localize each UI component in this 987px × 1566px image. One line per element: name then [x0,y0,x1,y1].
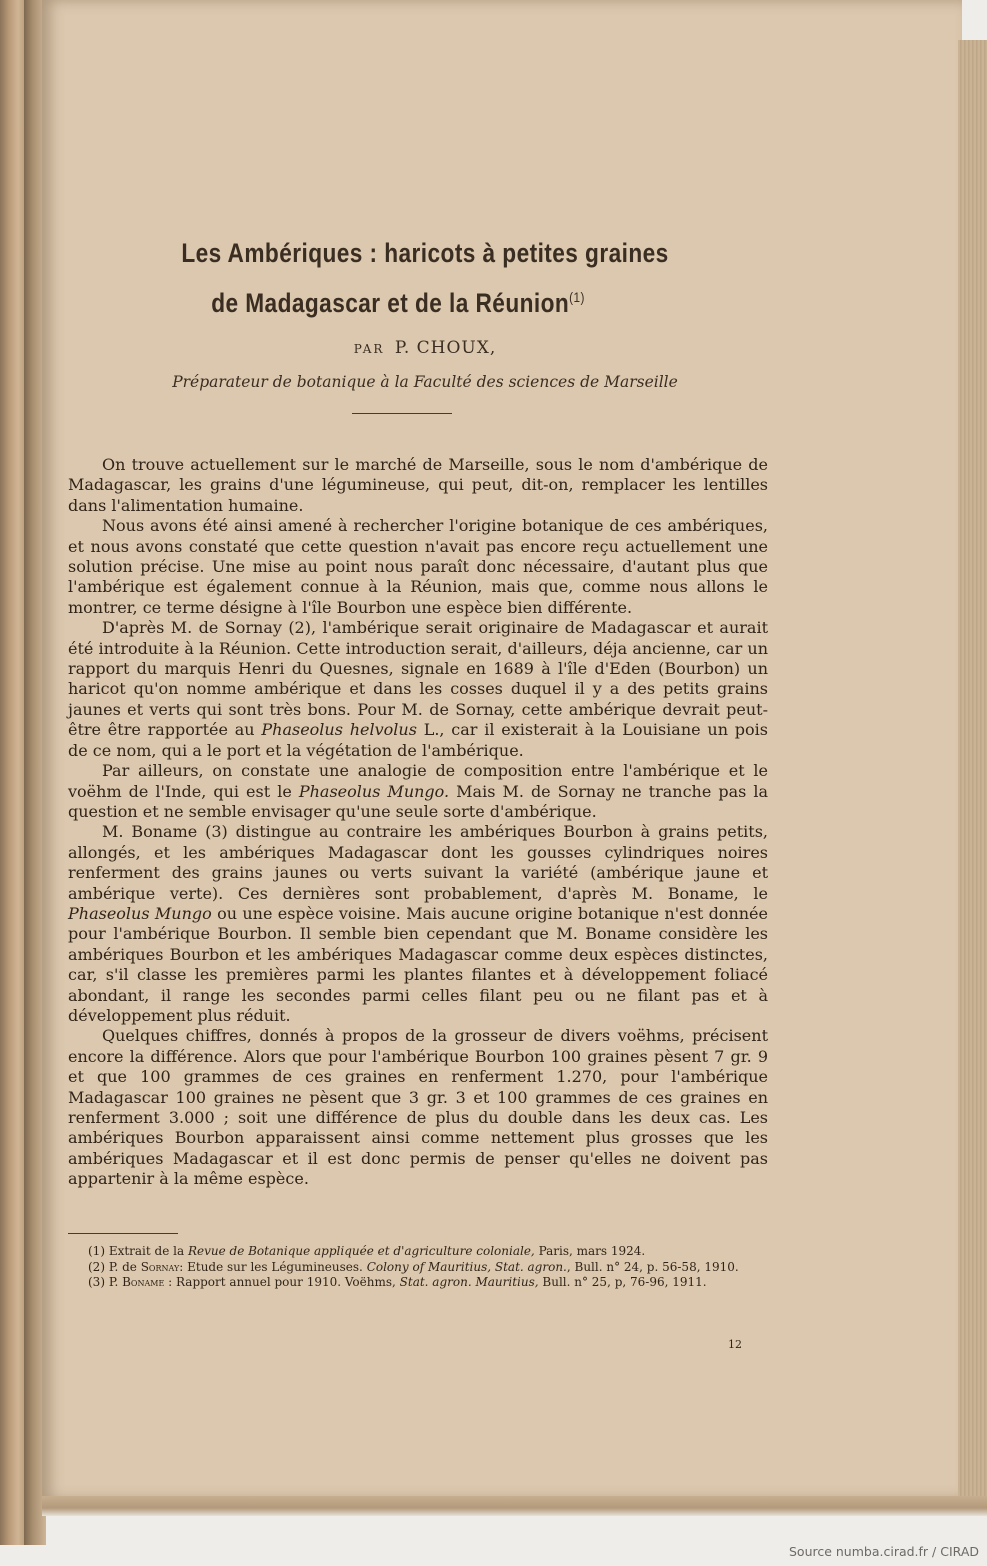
article-title-line-2 [96,288,701,319]
footnote-divider [68,1233,178,1234]
source-credit: Source numba.cirad.fr / CIRAD [788,1544,979,1559]
footnote-3 [68,1275,768,1291]
species-name: Phaseolus Mungo [68,903,212,923]
book-bottom-edge [42,1496,987,1516]
footnote-2-text-b: , Bull. n° 24, p. 56-58, 1910. [566,1259,739,1274]
footnote-3-journal: Stat. agron. Mauritius, [399,1275,539,1289]
author-affiliation: Préparateur de botanique à la Faculté des sciences de Marseille [172,373,678,391]
footnote-2 [68,1260,768,1276]
footnote-1-text-b: Paris, mars 1924. [538,1244,646,1258]
book-left-edge [0,0,26,1545]
species-name: Phaseolus helvolus [261,720,417,740]
paragraph-5-text-a: M. Boname (3) distingue au contraire les ambériques Bourbon à grains petits, allongés, et les ambériques Madagascar dont les gousses cylindriques noires renferment des grains jaunes ou verts suivant la variété (ambérique jaune et ambérique verte). Ces dernières sont probablement, d'après M. Boname, le [68,822,768,903]
title-footnote-ref: (1) [569,289,585,305]
footnote-3-author: Boname [122,1275,165,1289]
article-title-line-1 [123,238,728,269]
article-title-text-2: de Madagascar et de la Réunion [211,288,570,318]
byline [0,338,850,358]
byline-prefix: PAR [353,342,385,356]
paragraph-1: On trouve actuellement sur le marché de Marseille, sous le nom d'ambérique de Madagascar, les grains d'une légumineuse, qui peut, dit-on, remplacer les lentilles dans l'alimentation humaine. [68,455,768,515]
article-title-text-1: Les Ambériques : haricots à petites graines [181,238,669,268]
paragraph-3-text-a: D'après M. de Sornay (2), l'ambérique serait originaire de Madagascar et aurait été introduite à la Réunion. Cette introduction serait, d'ailleurs, déja ancienne, car un rapport du marquis Henri du Quesnes, signale en 1689 à l'île d'Eden (Bourbon) un haricot qu'on nomme ambérique et dans les cosses duquel il y a des petits grains jaunes et verts qui sont très bons. Pour M. de Sornay, cette ambérique devrait peut-être être rapportée au [68,618,768,740]
paragraph-6: Quelques chiffres, donnés à propos de la grosseur de divers voëhms, précisent encore la différence. Alors que pour l'ambérique Bourbon 100 graines pèsent 7 gr. 9 et que 100 grammes de ces graines en renferment 1.270, pour l'ambérique Madagascar 100 graines ne pèsent que 3 gr. 3 et 100 grammes de ces graines en renferment 3.000 ; soit une différence de plus du double dans les deux cas. Les ambériques Bourbon apparaissent ainsi comme nettement plus grosses que les ambériques Madagascar et il est donc permis de penser qu'elles ne doivent pas appartenir à la même espèce. [68,1026,768,1189]
footnote-3-number: (3) P. [88,1275,119,1289]
footnote-2-journal: Colony of Mauritius, Stat. agron. [366,1259,567,1274]
footnote-1-text-a: (1) Extrait de la [88,1244,185,1258]
paragraph-4 [68,761,768,822]
paragraph-5-text-b: ou une espèce voisine. Mais aucune origine botanique n'est donnée pour l'ambérique Bourbon. Il semble bien cependant que M. Boname considère les ambériques Bourbon et les ambériques Madagascar comme deux espèces distinctes, car, s'il classe les premières parmi les plantes filantes et à développement foliacé abondant, il range les secondes parmi celles filant peu ou ne filant pas et à développement plus réduit. [68,903,768,1025]
paragraph-3-text-b: L., car il existerait à la Louisiane un pois de ce nom, qui a le port et la végétation de l'ambérique. [68,720,769,760]
paragraph-5 [68,822,768,1026]
footnotes [68,1244,768,1291]
species-name: Phaseolus Mungo. [298,781,450,801]
footnote-3-text-a: : Rapport annuel pour 1910. Voëhms, [168,1275,396,1289]
book-right-edge [958,40,987,1505]
footnote-1-journal: Revue de Botanique appliquée et d'agriculture coloniale, [187,1244,535,1258]
author-name: P. CHOUX, [394,338,497,358]
footnote-3-text-b: Bull. n° 25, p, 76-96, 1911. [542,1275,707,1289]
paragraph-2: Nous avons été ainsi amené à rechercher l'origine botanique de ces ambériques, et nous avons constaté que cette question n'avait pas encore reçu actuellement une solution précise. Une mise au point nous paraît donc nécessaire, d'autant plus que l'ambérique est également connue à la Réunion, mais que, comme nous allons le montrer, ce terme désigne à l'île Bourbon une espèce bien différente. [68,516,768,617]
paragraph-3 [68,618,768,761]
title-divider [352,413,452,414]
footnote-2-author: Sornay [140,1259,180,1274]
footnote-2-text-a: : Etude sur les Légumineuses. [179,1259,363,1274]
page-number: 12 [728,1338,742,1351]
paragraph-4-text-b: Mais M. de Sornay ne tranche pas la question et ne semble envisager qu'une seule sorte d'ambérique. [68,781,769,821]
paragraph-4-text-a: Par ailleurs, on constate une analogie de composition entre l'ambérique et le voëhm de l'Inde, qui est le [68,761,768,801]
article-body [68,455,768,1190]
footnote-1 [68,1244,768,1260]
footnote-2-number: (2) P. de [88,1259,137,1274]
